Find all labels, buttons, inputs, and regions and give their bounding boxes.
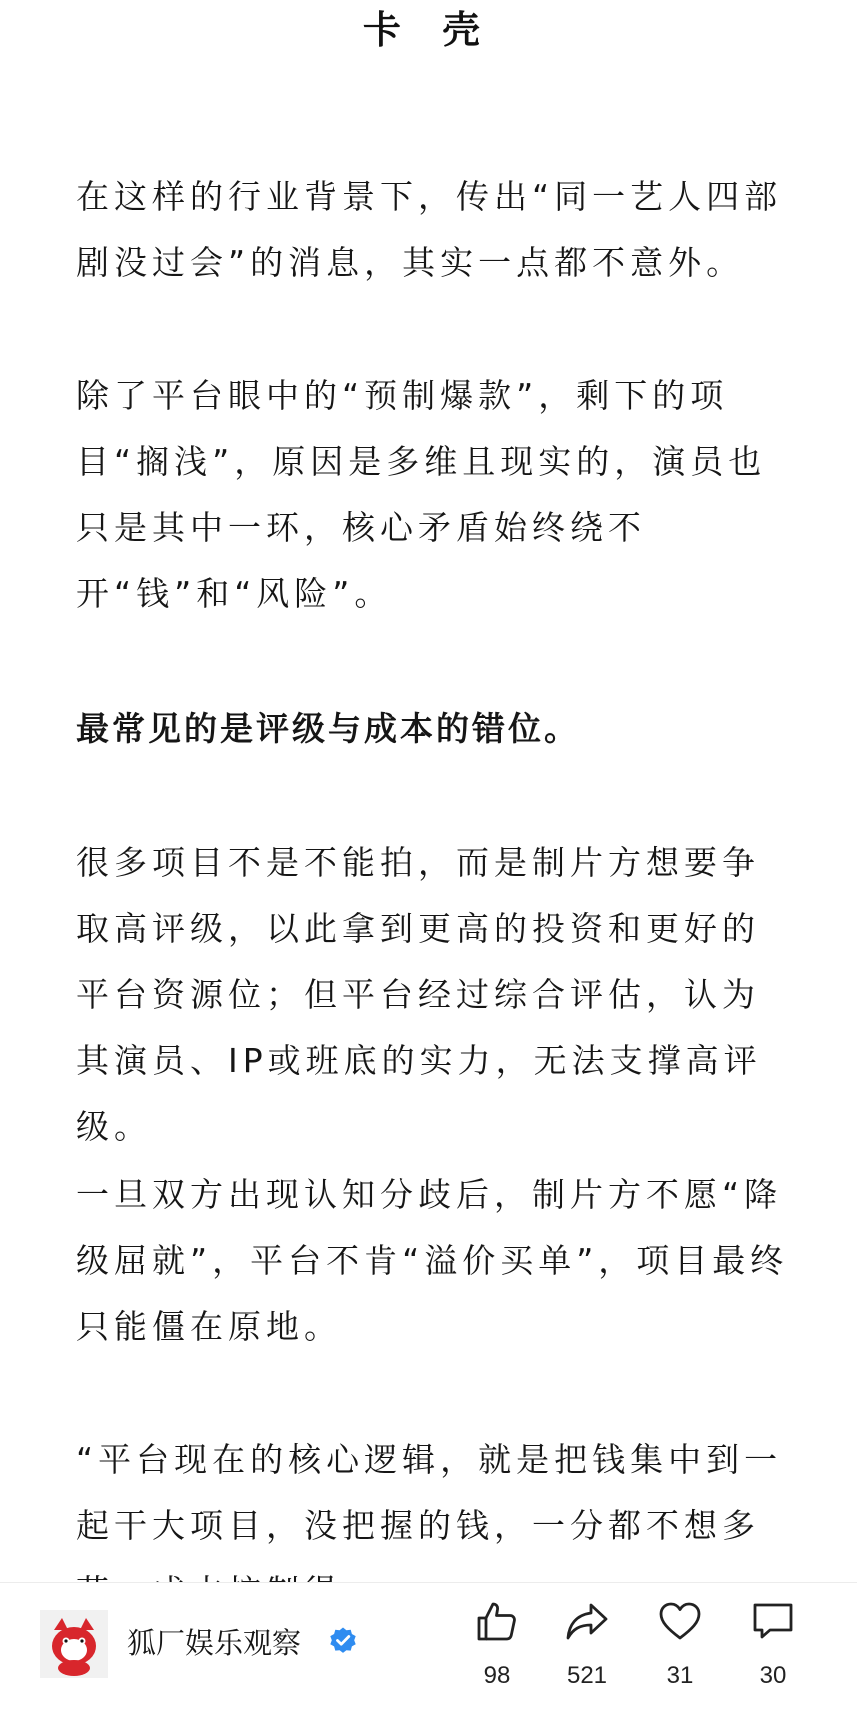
heart-icon bbox=[656, 1597, 704, 1645]
author-name[interactable]: 狐厂娱乐观察 bbox=[127, 1626, 302, 1660]
paragraph: 很多项目不是不能拍，而是制片方想要争取高评级，以此拿到更高的投资和更好的平台资源位；但平台经过综合评估，认为其演员、IP或班底的实力，无法支撑高评级。 bbox=[76, 843, 762, 1146]
comment-button[interactable] bbox=[728, 1597, 818, 1701]
paragraph: 在这样的行业背景下，传出“同一艺人四部剧没过会”的消息，其实一点都不意外。 bbox=[76, 177, 783, 282]
comment-bubble-icon bbox=[749, 1597, 797, 1645]
verified-badge-icon bbox=[328, 1626, 358, 1656]
paragraph-bold-heading: 最常见的是评级与成本的错位。 bbox=[76, 709, 580, 748]
article-title: 卡 壳 bbox=[362, 8, 495, 52]
comment-count: 30 bbox=[759, 1662, 787, 1689]
thumbs-up-icon bbox=[473, 1597, 521, 1645]
like-button[interactable] bbox=[452, 1597, 542, 1701]
paragraph: 一旦双方出现认知分歧后，制片方不愿“降级屈就”，平台不肯“溢价买单”，项目最终只能僵在原地。 bbox=[76, 1175, 789, 1346]
bottom-action-bar bbox=[0, 1582, 857, 1710]
favorite-count: 31 bbox=[666, 1662, 694, 1689]
favorite-button[interactable] bbox=[635, 1597, 725, 1701]
paragraph: 除了平台眼中的“预制爆款”，剩下的项目“搁浅”，原因是多维且现实的，演员也只是其中一环，核心矛盾始终绕不开“钱”和“风险”。 bbox=[76, 376, 767, 613]
fox-avatar-icon bbox=[40, 1610, 108, 1678]
share-button[interactable] bbox=[542, 1597, 632, 1701]
like-count: 98 bbox=[483, 1662, 511, 1689]
share-count: 521 bbox=[566, 1662, 608, 1689]
share-arrow-icon bbox=[563, 1597, 611, 1645]
paragraph: “平台现在的核心逻辑，就是把钱集中到一起干大项目，没把握的钱，一分都不想多 bbox=[76, 1440, 783, 1545]
author-avatar[interactable] bbox=[40, 1610, 108, 1678]
